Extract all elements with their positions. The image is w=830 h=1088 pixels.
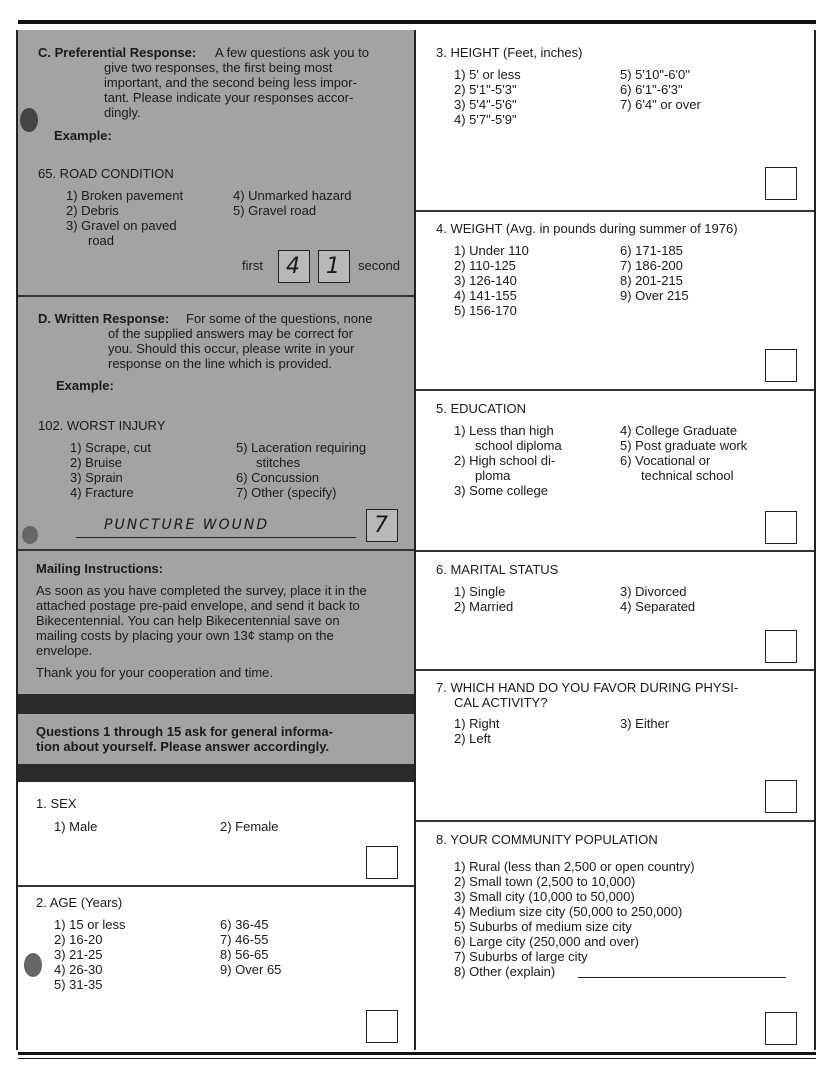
q8-option-1: 1) Rural (less than 2,500 or open country) [454, 859, 695, 874]
mailing-text-2: attached postage pre-paid envelope, and send it back to [36, 598, 360, 613]
punch-hole-top [20, 108, 38, 132]
q4-option-2: 2) 110-125 [454, 258, 516, 273]
center-divider [414, 30, 416, 1050]
q5-answer-box[interactable] [765, 511, 797, 544]
q4-option-8: 8) 201-215 [620, 273, 683, 288]
road-option-3-cont: road [88, 233, 115, 248]
road-option-1: 1) Broken pavement [66, 188, 184, 203]
q8-option-7: 7) Suburbs of large city [454, 949, 588, 964]
q5-title: 5. EDUCATION [436, 401, 527, 416]
mailing-text-5: envelope. [36, 643, 93, 658]
dark-band-bottom [18, 764, 414, 782]
divider-q5-q6 [416, 550, 814, 552]
q2-option-1: 1) 15 or less [54, 917, 126, 932]
q3-option-7: 7) 6'4" or over [620, 97, 701, 112]
q8-option-5: 5) Suburbs of medium size city [454, 919, 632, 934]
q6-option-4: 4) Separated [620, 599, 696, 614]
bottom-rule-thin [18, 1058, 816, 1059]
road-condition-question: 65. ROAD CONDITION [38, 166, 174, 181]
q1-option-male: 1) Male [54, 819, 98, 834]
section-d-text-2: of the supplied answers may be correct for [108, 326, 353, 341]
q8-option-3: 3) Small city (10,000 to 50,000) [454, 889, 635, 904]
q8-answer-box[interactable] [765, 1012, 797, 1045]
q6-title: 6. MARITAL STATUS [436, 562, 559, 577]
mailing-heading: Mailing Instructions: [36, 561, 164, 576]
write-in-line [76, 537, 356, 538]
q5-option-6-cont: technical school [641, 468, 734, 483]
q2-option-4: 4) 26-30 [54, 962, 103, 977]
injury-option-5: 5) Laceration requiring [236, 440, 367, 455]
q5-option-3: 3) Some college [454, 483, 548, 498]
q8-option-8: 8) Other (explain) [454, 964, 556, 979]
q5-option-2: 2) High school di- [454, 453, 556, 468]
mailing-text-3: Bikecentennial. You can help Bikecentennial save on [36, 613, 340, 628]
section-c-text-1: A few questions ask you to [215, 45, 369, 60]
q6-answer-box[interactable] [765, 630, 797, 663]
injury-option-2: 2) Bruise [70, 455, 123, 470]
section-c-text-5: dingly. [104, 105, 141, 120]
section-c-example-label: Example: [54, 128, 112, 143]
injury-option-6: 6) Concussion [236, 470, 320, 485]
q7-title-1: 7. WHICH HAND DO YOU FAVOR DURING PHYSI- [436, 680, 739, 695]
q3-option-2: 2) 5'1"-5'3" [454, 82, 517, 97]
q4-option-5: 5) 156-170 [454, 303, 517, 318]
divider-q3-q4 [416, 210, 814, 212]
punch-hole-middle [22, 526, 38, 544]
q8-title: 8. YOUR COMMUNITY POPULATION [436, 832, 658, 847]
road-option-5: 5) Gravel road [233, 203, 317, 218]
injury-option-5-cont: stitches [256, 455, 301, 470]
first-label: first [242, 258, 263, 273]
q4-option-9: 9) Over 215 [620, 288, 689, 303]
q2-option-5: 5) 31-35 [54, 977, 103, 992]
q5-option-1: 1) Less than high [454, 423, 554, 438]
q4-option-1: 1) Under 110 [454, 243, 529, 258]
section-c-text-3: important, and the second being less impor- [104, 75, 357, 90]
section-d-text-4: response on the line which is provided. [108, 356, 333, 371]
q4-title: 4. WEIGHT (Avg. in pounds during summer of 1976) [436, 221, 738, 236]
q6-option-3: 3) Divorced [620, 584, 687, 599]
injury-option-3: 3) Sprain [70, 470, 123, 485]
q5-option-6: 6) Vocational or [620, 453, 711, 468]
q1-title: 1. SEX [36, 796, 77, 811]
q3-answer-box[interactable] [765, 167, 797, 200]
road-option-2: 2) Debris [66, 203, 119, 218]
injury-option-7: 7) Other (specify) [236, 485, 337, 500]
q2-option-7: 7) 46-55 [220, 932, 269, 947]
q4-answer-box[interactable] [765, 349, 797, 382]
intro-text-2: tion about yourself. Please answer accordingly. [36, 739, 330, 754]
worst-injury-question: 102. WORST INJURY [38, 418, 166, 433]
right-border [814, 30, 816, 1050]
divider-q7-q8 [416, 820, 814, 822]
q8-explain-line[interactable] [578, 977, 786, 978]
divider-q4-q5 [416, 389, 814, 391]
q8-option-2: 2) Small town (2,500 to 10,000) [454, 874, 636, 889]
q4-option-3: 3) 126-140 [454, 273, 517, 288]
second-choice-box[interactable]: 1 [318, 250, 350, 283]
q2-option-2: 2) 16-20 [54, 932, 103, 947]
q7-option-3: 3) Either [620, 716, 670, 731]
divider-d-mailing [18, 549, 414, 551]
section-d-heading: D. Written Response: [38, 311, 170, 326]
injury-option-4: 4) Fracture [70, 485, 134, 500]
q4-option-4: 4) 141-155 [454, 288, 517, 303]
mailing-text-1: As soon as you have completed the survey, place it in the [36, 583, 367, 598]
q7-option-1: 1) Right [454, 716, 500, 731]
first-choice-box[interactable]: 4 [278, 250, 310, 283]
second-label: second [358, 258, 400, 273]
q4-option-6: 6) 171-185 [620, 243, 683, 258]
q7-option-2: 2) Left [454, 731, 491, 746]
q5-option-5: 5) Post graduate work [620, 438, 748, 453]
q5-option-4: 4) College Graduate [620, 423, 738, 438]
thanks-text: Thank you for your cooperation and time. [36, 665, 274, 680]
q5-option-1-cont: school diploma [475, 438, 562, 453]
section-c-text-4: tant. Please indicate your responses accor- [104, 90, 354, 105]
q6-option-1: 1) Single [454, 584, 506, 599]
divider-q1-q2 [18, 885, 414, 887]
q3-option-3: 3) 5'4"-5'6" [454, 97, 517, 112]
section-c-text-2: give two responses, the first being most [104, 60, 333, 75]
road-option-3: 3) Gravel on paved [66, 218, 177, 233]
q3-option-1: 1) 5' or less [454, 67, 521, 82]
q6-option-2: 2) Married [454, 599, 514, 614]
intro-text-1: Questions 1 through 15 ask for general informa- [36, 724, 333, 739]
punch-hole-bottom [24, 953, 42, 977]
section-d-example-label: Example: [56, 378, 114, 393]
q8-option-4: 4) Medium size city (50,000 to 250,000) [454, 904, 683, 919]
q2-title: 2. AGE (Years) [36, 895, 123, 910]
road-option-4: 4) Unmarked hazard [233, 188, 352, 203]
q3-title: 3. HEIGHT (Feet, inches) [436, 45, 583, 60]
divider-q6-q7 [416, 669, 814, 671]
section-d-text-3: you. Should this occur, please write in your [108, 341, 355, 356]
injury-answer-box[interactable]: 7 [366, 509, 398, 542]
q2-option-3: 3) 21-25 [54, 947, 103, 962]
q3-option-6: 6) 6'1"-6'3" [620, 82, 683, 97]
q7-answer-box[interactable] [765, 780, 797, 813]
q2-option-6: 6) 36-45 [220, 917, 269, 932]
q2-answer-box[interactable] [366, 1010, 398, 1043]
section-d-text-1: For some of the questions, none [186, 311, 373, 326]
q2-option-8: 8) 56-65 [220, 947, 269, 962]
divider-c-d [18, 295, 414, 297]
q8-option-6: 6) Large city (250,000 and over) [454, 934, 639, 949]
q1-option-female: 2) Female [220, 819, 279, 834]
bottom-rule-thick [18, 1052, 816, 1055]
q4-option-7: 7) 186-200 [620, 258, 683, 273]
q3-option-5: 5) 5'10"-6'0" [620, 67, 690, 82]
handwritten-answer: PUNCTURE WOUND [104, 517, 270, 533]
q1-answer-box[interactable] [366, 846, 398, 879]
q7-title-2: CAL ACTIVITY? [454, 695, 548, 710]
dark-band-top [18, 694, 414, 714]
top-rule [18, 20, 816, 24]
q5-option-2-cont: ploma [475, 468, 511, 483]
q3-option-4: 4) 5'7"-5'9" [454, 112, 517, 127]
injury-option-1: 1) Scrape, cut [70, 440, 151, 455]
q2-option-9: 9) Over 65 [220, 962, 282, 977]
section-c-heading: C. Preferential Response: [38, 45, 197, 60]
mailing-text-4: mailing costs by placing your own 13¢ stamp on the [36, 628, 334, 643]
